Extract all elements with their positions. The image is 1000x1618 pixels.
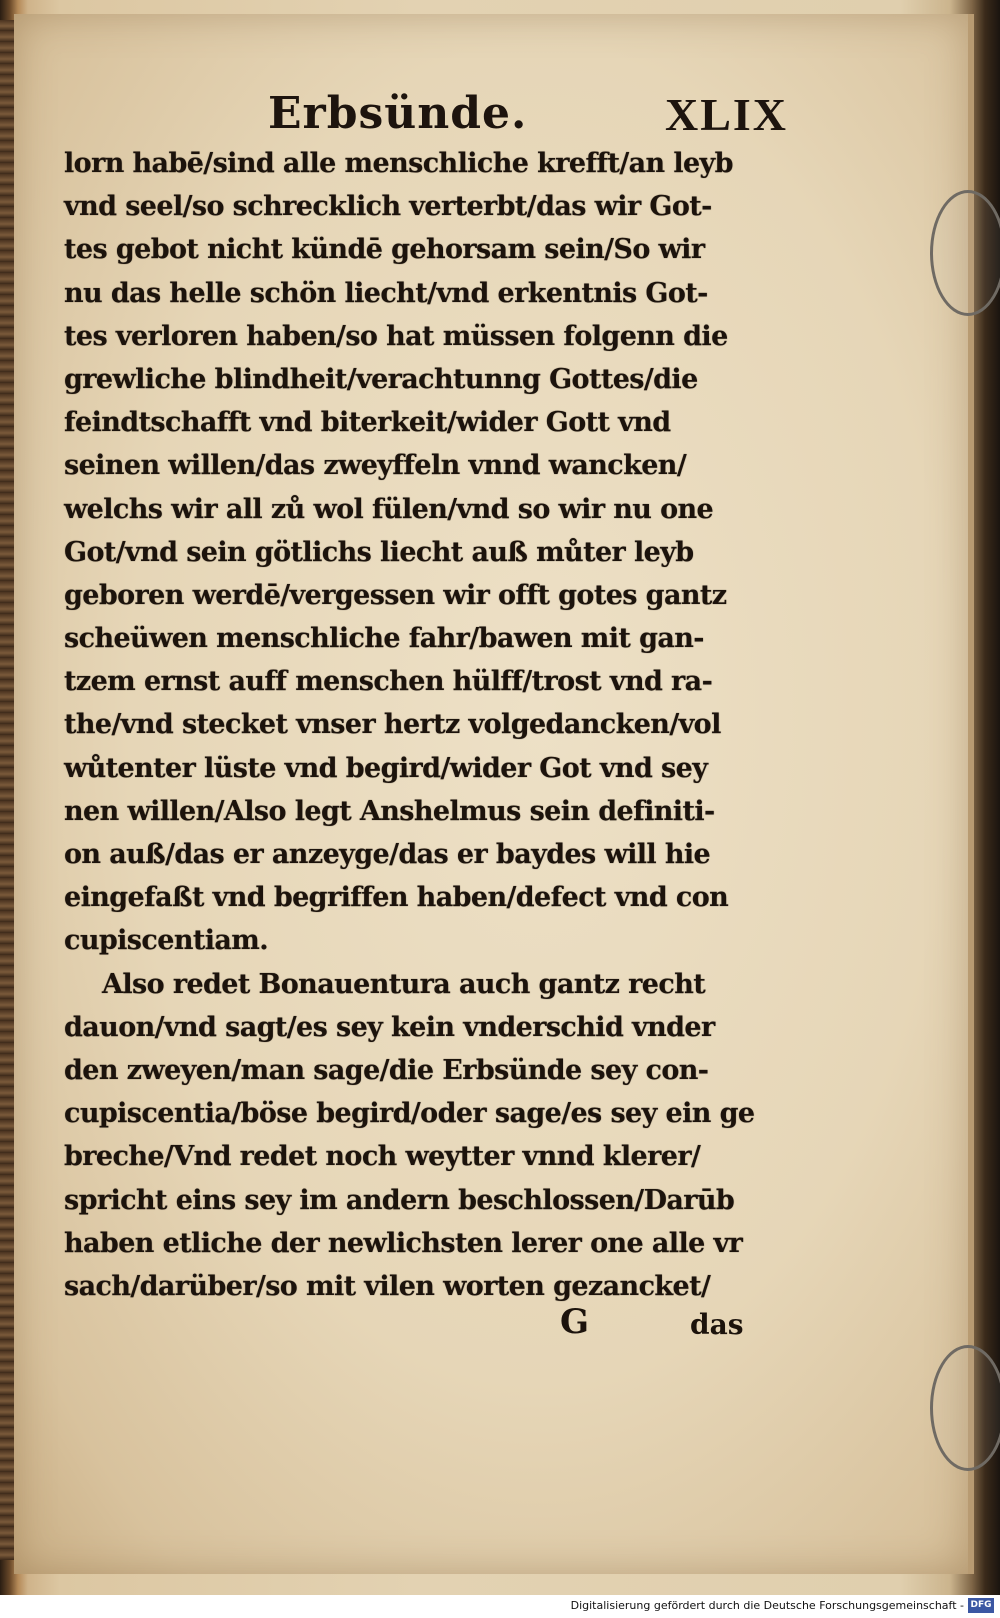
text-line: lorn habē/sind alle menschliche krefft/an leyb: [64, 148, 733, 179]
text-line: den zweyen/man sage/die Erbsünde sey con-: [64, 1054, 709, 1086]
text-line: breche/Vnd redet noch weytter vnnd klerer/: [64, 1141, 701, 1173]
text-line: tes gebot nicht kündē gehorsam sein/So wir: [64, 234, 705, 266]
running-title: Erbsünde.: [268, 88, 528, 139]
text-line: wůtenter lüste vnd begird/wider Got vnd sey: [64, 752, 708, 784]
page-header: [268, 88, 788, 144]
clip-ring-bottom: [930, 1345, 1000, 1471]
funding-notice: Digitalisierung gefördert durch die Deutsche Forschungsgemeinschaft -: [570, 1599, 964, 1612]
text-line: sach/darüber/so mit vilen worten gezancket/: [64, 1270, 711, 1302]
text-line: nu das helle schön liecht/vnd erkentnis Got-: [64, 277, 708, 309]
text-line: the/vnd stecket vnser hertz volgedancken/vol: [64, 709, 721, 741]
text-line: tes verloren haben/so hat müssen folgenn die: [64, 320, 728, 352]
text-line: scheüwen menschliche fahr/bawen mit gan-: [64, 623, 704, 655]
catchword: das: [690, 1308, 744, 1341]
book-binding-edge: [0, 20, 14, 1560]
text-line: haben etliche der newlichsten lerer one alle vr: [64, 1227, 743, 1259]
text-line: vnd seel/so schrecklich verterbt/das wir Got-: [64, 191, 712, 223]
text-line: eingefaßt vnd begriffen haben/defect vnd con: [64, 882, 729, 914]
text-line: on auß/das er anzeyge/das er baydes will hie: [64, 839, 711, 870]
text-block: [64, 142, 774, 1308]
text-line: Got/vnd sein götlichs liecht auß můter leyb: [64, 536, 694, 568]
folio-number: XLIX: [664, 89, 788, 140]
text-line: nen willen/Also legt Anshelmus sein definiti-: [64, 795, 715, 827]
text-line: cupiscentia/böse begird/oder sage/es sey ein ge: [64, 1098, 755, 1130]
text-line: feindtschafft vnd biterkeit/wider Gott vnd: [64, 407, 671, 439]
text-line: tzem ernst auff menschen hülff/trost vnd ra-: [64, 666, 713, 698]
paragraph-start-line: Also redet Bonauentura auch gantz recht: [102, 968, 706, 1000]
dfg-logo-icon: DFG: [968, 1598, 994, 1613]
text-line: seinen willen/das zweyffeln vnnd wancken/: [64, 450, 687, 482]
text-line: spricht eins sey im andern beschlossen/Darūb: [64, 1184, 735, 1216]
text-line: geboren werdē/vergessen wir offt gotes gantz: [64, 579, 727, 611]
funding-bar: [0, 1595, 1000, 1618]
text-line: welchs wir all zů wol fülen/vnd so wir nu one: [64, 493, 714, 525]
text-line: dauon/vnd sagt/es sey kein vnderschid vnder: [64, 1011, 715, 1043]
text-line: grewliche blindheit/verachtunng Gottes/die: [64, 363, 698, 395]
page-footer: [560, 1302, 780, 1352]
signature-mark: G: [560, 1302, 590, 1342]
clip-ring-top: [930, 190, 1000, 316]
text-line: cupiscentiam.: [64, 925, 269, 957]
